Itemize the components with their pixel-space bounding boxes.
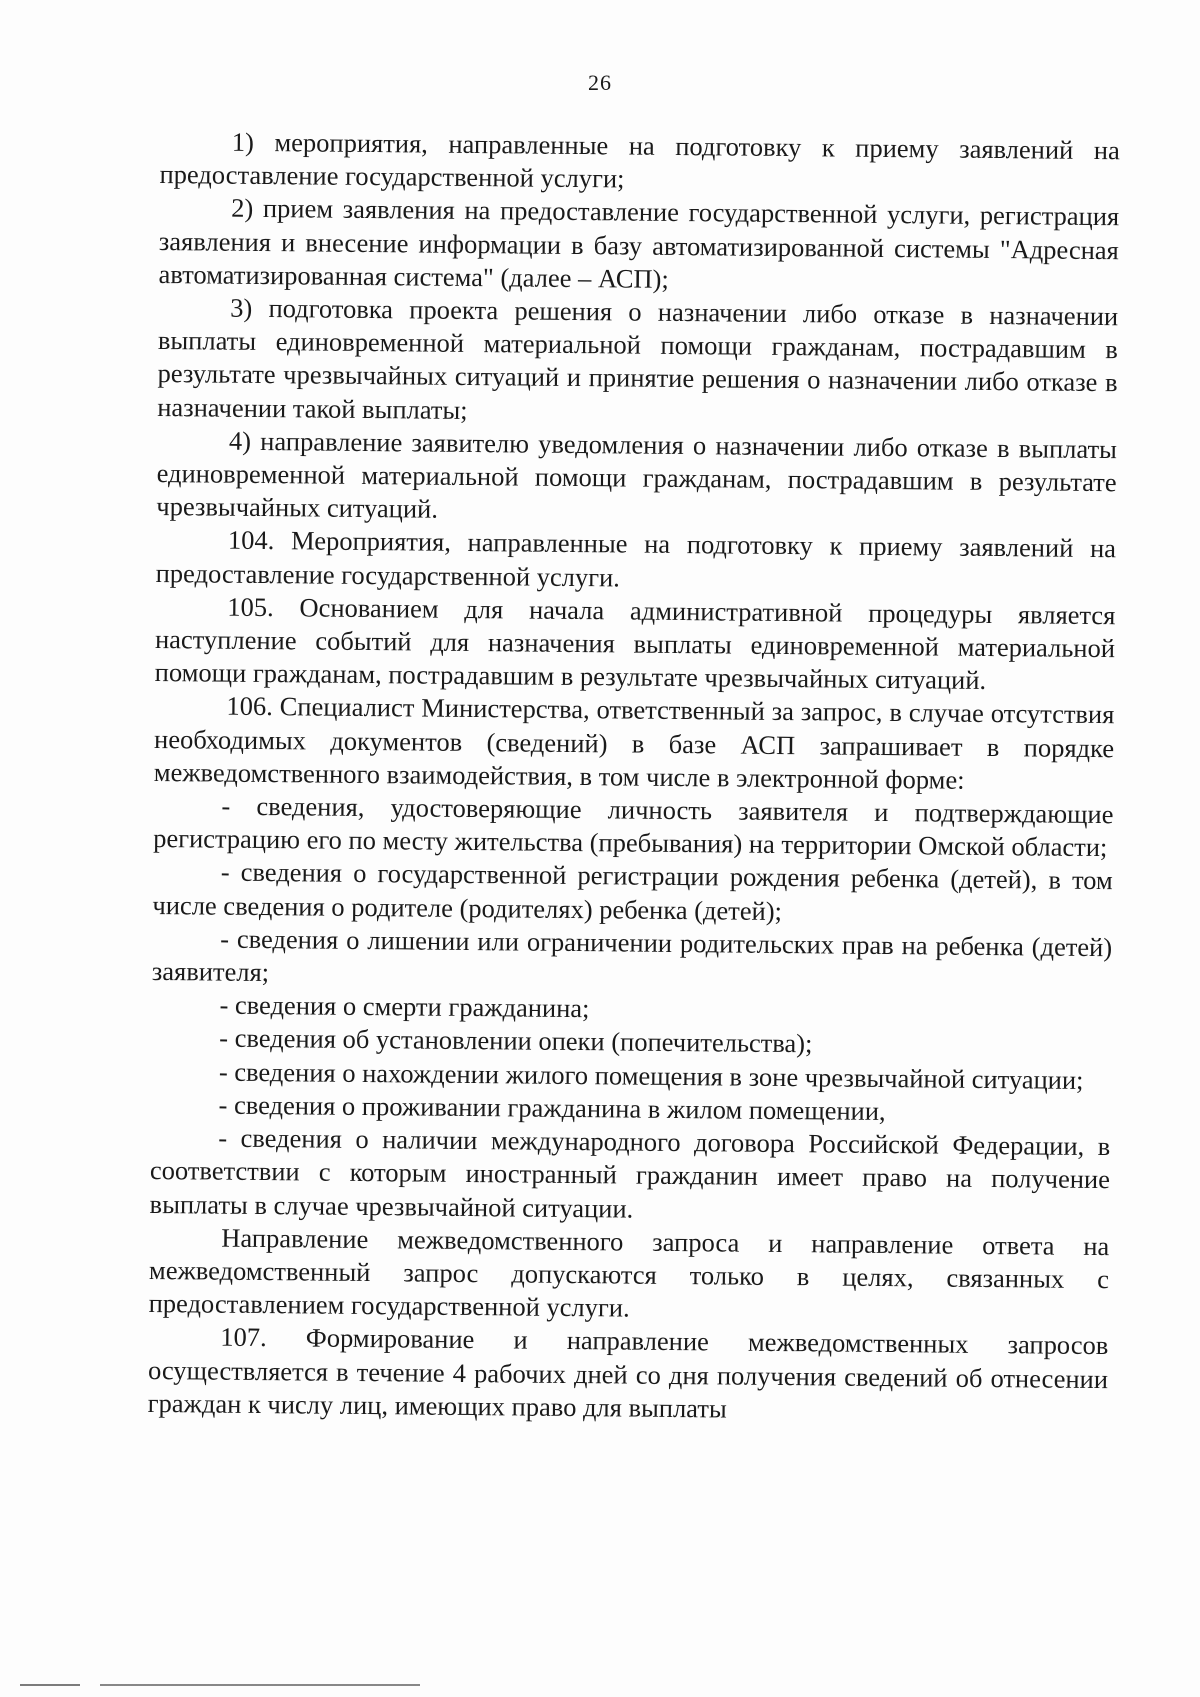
paragraph-107: 107. Формирование и направление межведомственных запросов осуществляется в течение 4 рабочих дней со дня получения сведений об отнесении граждан к числу лиц, имеющих право для выплаты: [147, 1321, 1109, 1424]
list-item-1: 1) мероприятия, направленные на подготовку к приему заявлений на предоставление государственной услуги;: [159, 126, 1120, 194]
footer-rule: [20, 1684, 420, 1686]
paragraph-106: 106. Специалист Министерства, ответственный за запрос, в случае отсутствия необходимых документов (сведений) в базе АСП запрашивает в порядке межведомственного взаимодействия, в том числе в электронной форме:: [153, 691, 1115, 795]
dash-item-birth-registration: - сведения о государственной регистрации рождения ребенка (детей), в том числе сведения о родителе (родителях) ребенка (детей);: [152, 857, 1113, 926]
dash-item-death: - сведения о смерти гражданина;: [219, 989, 590, 1024]
paragraph-104: 104. Мероприятия, направленные на подготовку к приему заявлений на предоставление государственной услуги.: [155, 525, 1117, 593]
dash-item-residence: - сведения о проживании гражданина в жилом помещении,: [218, 1089, 886, 1126]
page-number: 26: [588, 70, 612, 95]
document-body: [148, 125, 1120, 1429]
dash-item-international-treaty: - сведения о наличии международного договора Российской Федерации, в соответствии с которым иностранный гражданин имеет право на получение выплаты в случае чрезвычайной ситуации.: [149, 1122, 1111, 1224]
dash-item-parental-rights: - сведения о лишении или ограничении родительских прав на ребенка (детей) заявителя;: [151, 923, 1113, 988]
dash-item-guardianship: - сведения об установлении опеки (попечительства);: [219, 1023, 813, 1059]
dash-item-identity: - сведения, удостоверяющие личность заявителя и подтверждающие регистрацию его по месту жительства (пребывания) на территории Омской области;: [153, 790, 1114, 863]
paragraph-interagency-request: Направление межведомственного запроса и направление ответа на межведомственный запрос допускаются только в целях, связанных с предоставлением государственной услуги.: [148, 1222, 1110, 1323]
dash-item-emergency-zone: - сведения о нахождении жилого помещения в зоне чрезвычайной ситуации;: [218, 1056, 1084, 1095]
list-item-4: 4) направление заявителю уведомления о назначении либо отказе в выплаты единовременной материальной помощи гражданам, пострадавшим в результате чрезвычайных ситуаций.: [156, 425, 1118, 524]
list-item-2: 2) прием заявления на предоставление государственной услуги, регистрация заявления и внесение информации в базу автоматизированной системы "Адресная автоматизированная система" (далее – АСП);: [158, 193, 1120, 294]
list-item-3: 3) подготовка проекта решения о назначении либо отказе в назначении выплаты единовременной материальной помощи гражданам, пострадавшим в результате чрезвычайных ситуаций и принятие решения о назначении либо отказе в назначении такой выплаты;: [157, 292, 1119, 425]
paragraph-105: 105. Основанием для начала административной процедуры является наступление событий для назначения выплаты единовременной материальной помощи гражданам, пострадавшим в результате чрезвычайных ситуаций.: [154, 591, 1116, 696]
